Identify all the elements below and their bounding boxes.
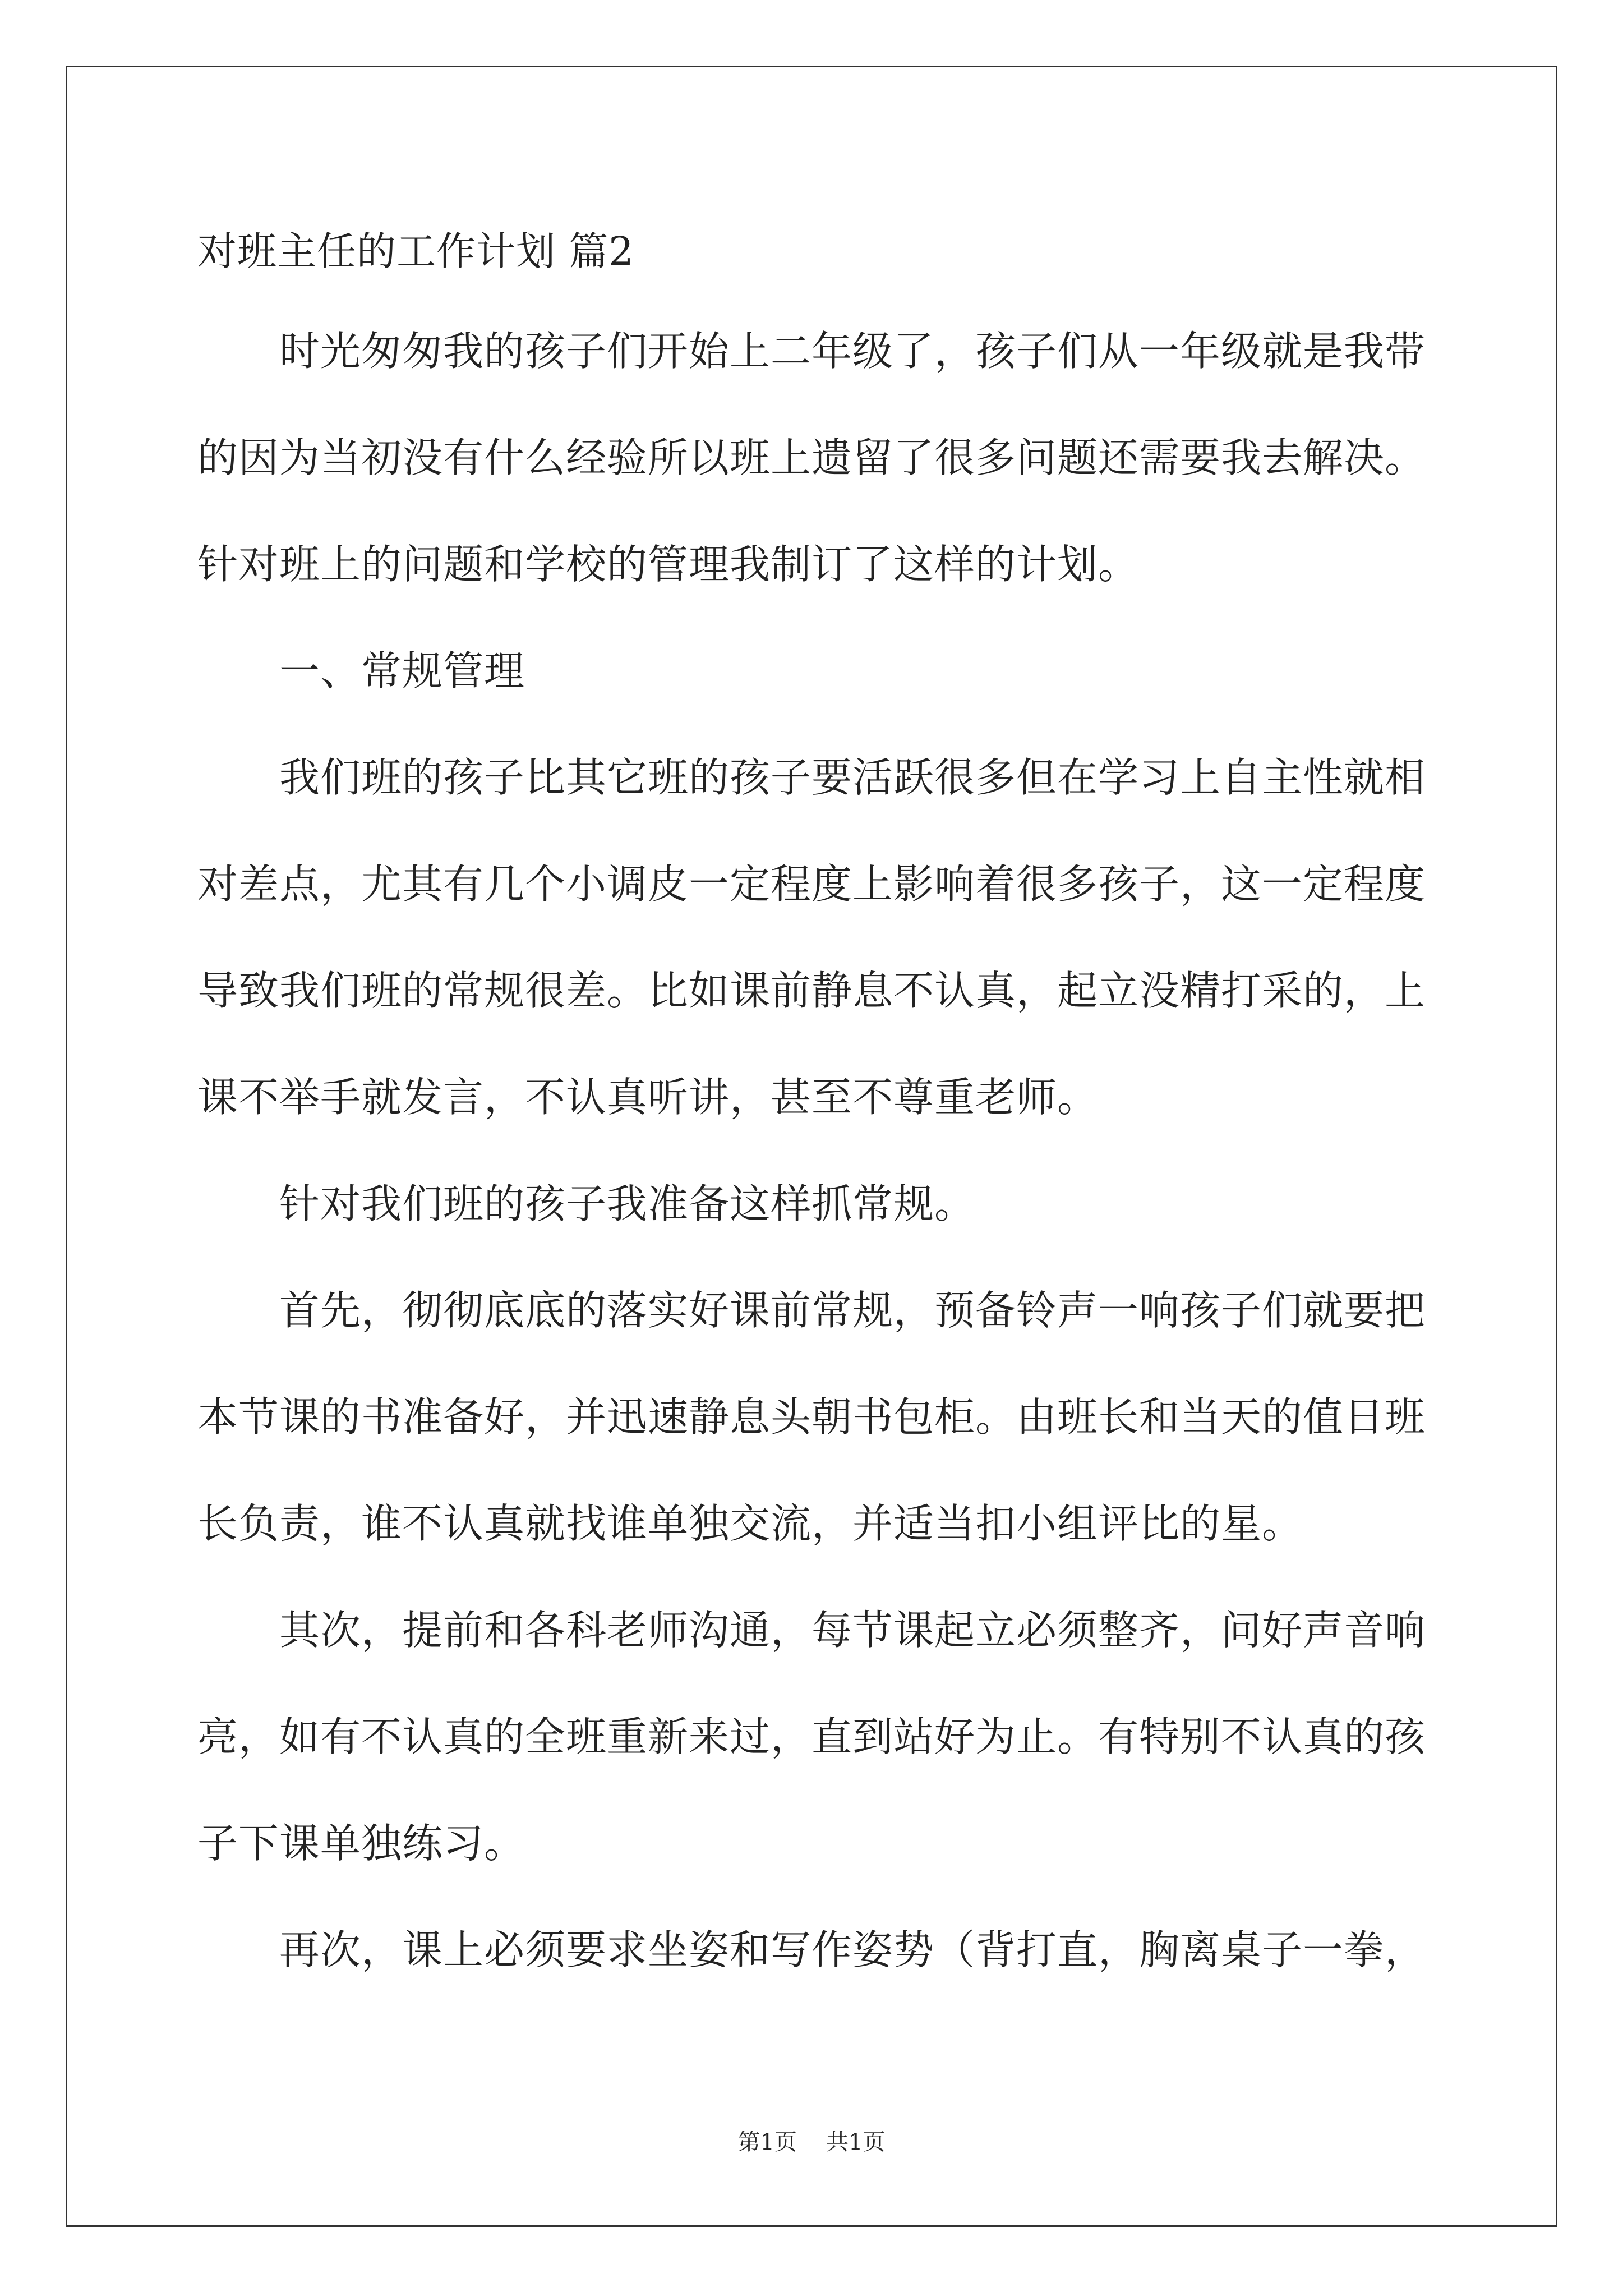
page-footer xyxy=(0,2127,1623,2157)
paragraph-line: 对差点，尤其有几个小调皮一定程度上影响着很多孩子，这一定程度 xyxy=(197,861,1426,908)
section-heading-text: 一、常规管理 xyxy=(279,647,525,694)
section-heading xyxy=(197,618,1465,724)
paragraph-line: 针对班上的问题和学校的管理我制订了这样的计划。 xyxy=(197,541,1140,588)
paragraph-line: 导致我们班的常规很差。比如课前静息不认真，起立没精打采的，上 xyxy=(197,967,1426,1014)
paragraph-line: 亮，如有不认真的全班重新来过，直到站好为止。有特别不认真的孩 xyxy=(197,1713,1426,1760)
paragraph-line: 的因为当初没有什么经验所以班上遗留了很多问题还需要我去解决。 xyxy=(197,434,1426,481)
paragraph xyxy=(197,1257,1465,1577)
paragraph-line: 课不举手就发言，不认真听讲，甚至不尊重老师。 xyxy=(197,1074,1099,1121)
paragraph xyxy=(197,1577,1465,1897)
paragraph xyxy=(197,298,1465,618)
document-title: 对班主任的工作计划 篇2 xyxy=(197,228,634,274)
paragraph-line: 其次，提前和各科老师沟通，每节课起立必须整齐，问好声音响 xyxy=(279,1607,1426,1654)
paragraph xyxy=(197,1151,1465,1257)
paragraph-line: 再次，课上必须要求坐姿和写作姿势（背打直，胸离桌子一拳， xyxy=(279,1926,1426,1973)
page-total: 共1页 xyxy=(826,2129,886,2155)
paragraph xyxy=(197,1897,1465,2003)
paragraph-line: 针对我们班的孩子我准备这样抓常规。 xyxy=(279,1180,976,1227)
paragraph-line: 子下课单独练习。 xyxy=(197,1820,525,1867)
paragraph-line: 首先，彻彻底底的落实好课前常规，预备铃声一响孩子们就要把 xyxy=(279,1287,1426,1334)
document-body xyxy=(197,298,1465,2003)
paragraph-line: 长负责，谁不认真就找谁单独交流，并适当扣小组评比的星。 xyxy=(197,1500,1303,1547)
paragraph-line: 我们班的孩子比其它班的孩子要活跃很多但在学习上自主性就相 xyxy=(279,754,1426,801)
paragraph-line: 时光匆匆我的孩子们开始上二年级了，孩子们从一年级就是我带 xyxy=(279,328,1426,375)
page-number: 第1页 xyxy=(737,2129,797,2155)
paragraph xyxy=(197,724,1465,1151)
paragraph-line: 本节课的书准备好，并迅速静息头朝书包柜。由班长和当天的值日班 xyxy=(197,1393,1426,1441)
